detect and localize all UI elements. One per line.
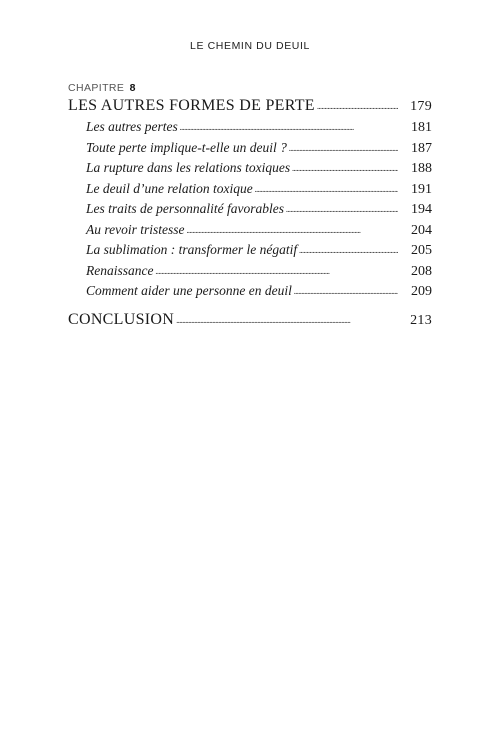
dot-leader xyxy=(286,199,398,220)
page-number: 204 xyxy=(411,222,432,238)
toc-entry-section[interactable] xyxy=(68,117,432,138)
conclusion-title: CONCLUSION xyxy=(68,310,175,328)
section-title: Au revoir tristesse xyxy=(86,221,185,237)
toc-entry-conclusion[interactable] xyxy=(68,309,432,331)
section-title: La rupture dans les relations toxiques xyxy=(86,160,291,175)
dot-leader xyxy=(317,95,398,117)
page-number: 213 xyxy=(410,312,432,328)
section-title: Toute perte implique-t-elle un deuil ? xyxy=(86,139,287,155)
toc-entry-chapter[interactable] xyxy=(68,95,432,117)
toc-entry-section[interactable] xyxy=(68,138,432,159)
page-number: 187 xyxy=(411,140,432,156)
toc-entry-section[interactable] xyxy=(68,220,432,241)
toc-entry-section[interactable] xyxy=(68,281,432,302)
dot-leader xyxy=(255,179,398,200)
dot-leader xyxy=(292,158,398,179)
page-number: 194 xyxy=(411,202,432,217)
dot-leader xyxy=(289,138,398,159)
section-title: Les traits de personnalité favorables xyxy=(86,201,284,216)
section-title: Comment aider une personne en deuil xyxy=(86,283,292,298)
section-title: La sublimation : transformer le négatif xyxy=(86,242,298,257)
chapter-number: 8 xyxy=(129,82,136,94)
section-title: Renaissance xyxy=(86,262,154,278)
page-number: 205 xyxy=(411,243,432,258)
toc-entry-section[interactable] xyxy=(68,199,432,220)
dot-leader xyxy=(176,309,398,331)
toc-entry-section[interactable] xyxy=(68,158,432,179)
table-of-contents xyxy=(68,82,432,331)
dot-leader xyxy=(155,261,398,282)
page-number: 208 xyxy=(411,263,432,279)
chapter-title: LES AUTRES FORMES DE PERTE xyxy=(68,97,315,114)
page-number: 179 xyxy=(410,99,432,114)
page-number: 188 xyxy=(411,161,432,176)
running-header: LE CHEMIN DU DEUIL xyxy=(190,40,310,52)
toc-entry-section[interactable] xyxy=(68,261,432,282)
dot-leader xyxy=(299,240,398,261)
dot-leader xyxy=(187,220,399,241)
page-number: 181 xyxy=(411,120,432,135)
page-number: 191 xyxy=(411,181,432,197)
toc-entry-section[interactable] xyxy=(68,179,432,200)
section-title: Les autres pertes xyxy=(86,119,178,134)
page-number: 209 xyxy=(411,284,432,299)
section-title: Le deuil d’une relation toxique xyxy=(86,180,253,196)
chapter-label-text: CHAPITRE xyxy=(68,82,125,94)
dot-leader xyxy=(294,281,398,302)
dot-leader xyxy=(180,117,398,138)
chapter-label xyxy=(68,82,432,95)
toc-entry-section[interactable] xyxy=(68,240,432,261)
